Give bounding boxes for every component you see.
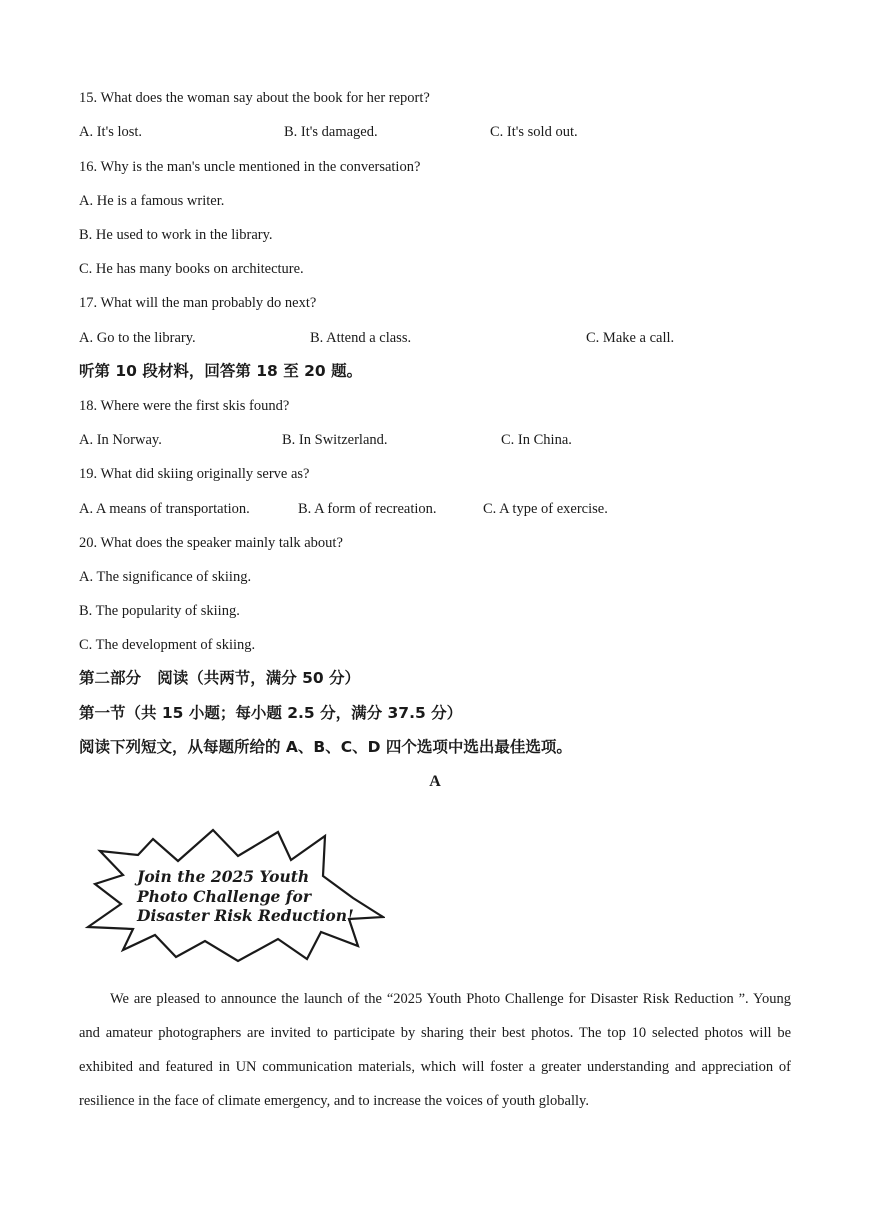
passage-paragraph [79, 982, 791, 1118]
q16-option-b: B. He used to work in the library. [79, 227, 273, 243]
q15-option-b: B. It's damaged. [284, 124, 378, 140]
question-17: 17. What will the man probably do next? [79, 295, 317, 311]
q18-option-a: A. In Norway. [79, 432, 162, 448]
q20-option-a: A. The significance of skiing. [79, 569, 252, 585]
q18-option-b: B. In Switzerland. [282, 432, 388, 448]
q18-option-c: C. In China. [501, 432, 572, 448]
question-18: 18. Where were the first skis found? [79, 398, 290, 414]
banner-line-1: Join the 2025 Youth [137, 867, 310, 886]
q20-option-c: C. The development of skiing. [79, 637, 256, 653]
part-two-title: 第二部分 阅读（共两节，满分 50 分） [79, 669, 361, 687]
question-20: 20. What does the speaker mainly talk about? [79, 535, 343, 551]
photo-challenge-banner [83, 828, 385, 964]
q15-option-a: A. It's lost. [79, 124, 143, 140]
q19-option-b: B. A form of recreation. [298, 501, 437, 517]
q20-option-b: B. The popularity of skiing. [79, 603, 240, 619]
paragraph-text: We are pleased to announce the launch of the “2025 Youth Photo Challenge for Disaster Risk Reduction ”. Young and amateur photographers are invited to participate by sharing their best photos. The top 10 selected photos will be exhibited and featured in UN communication materials, which will foster a greater understanding and appreciation of resilience in the face of climate emergency, and to increase the voices of youth globally. [79, 991, 791, 1109]
section-note: 听第 10 段材料，回答第 18 至 20 题。 [79, 362, 363, 380]
q19-option-c: C. A type of exercise. [483, 501, 608, 517]
q16-option-a: A. He is a famous writer. [79, 193, 225, 209]
banner-line-2: Photo Challenge for [137, 887, 311, 906]
question-19: 19. What did skiing originally serve as? [79, 466, 310, 482]
question-15: 15. What does the woman say about the book for her report? [79, 90, 430, 106]
q16-option-c: C. He has many books on architecture. [79, 261, 304, 277]
passage-label: A [429, 773, 441, 790]
question-16: 16. Why is the man's uncle mentioned in the conversation? [79, 159, 421, 175]
reading-instructions: 阅读下列短文，从每题所给的 A、B、C、D 四个选项中选出最佳选项。 [79, 738, 572, 756]
section-one-title: 第一节（共 15 小题；每小题 2.5 分，满分 37.5 分） [79, 704, 463, 722]
banner-line-3: Disaster Risk Reduction! [137, 906, 354, 925]
q17-option-a: A. Go to the library. [79, 330, 196, 346]
q19-option-a: A. A means of transportation. [79, 501, 250, 517]
q17-option-b: B. Attend a class. [310, 330, 412, 346]
q17-option-c: C. Make a call. [586, 330, 675, 346]
q15-option-c: C. It's sold out. [490, 124, 578, 140]
